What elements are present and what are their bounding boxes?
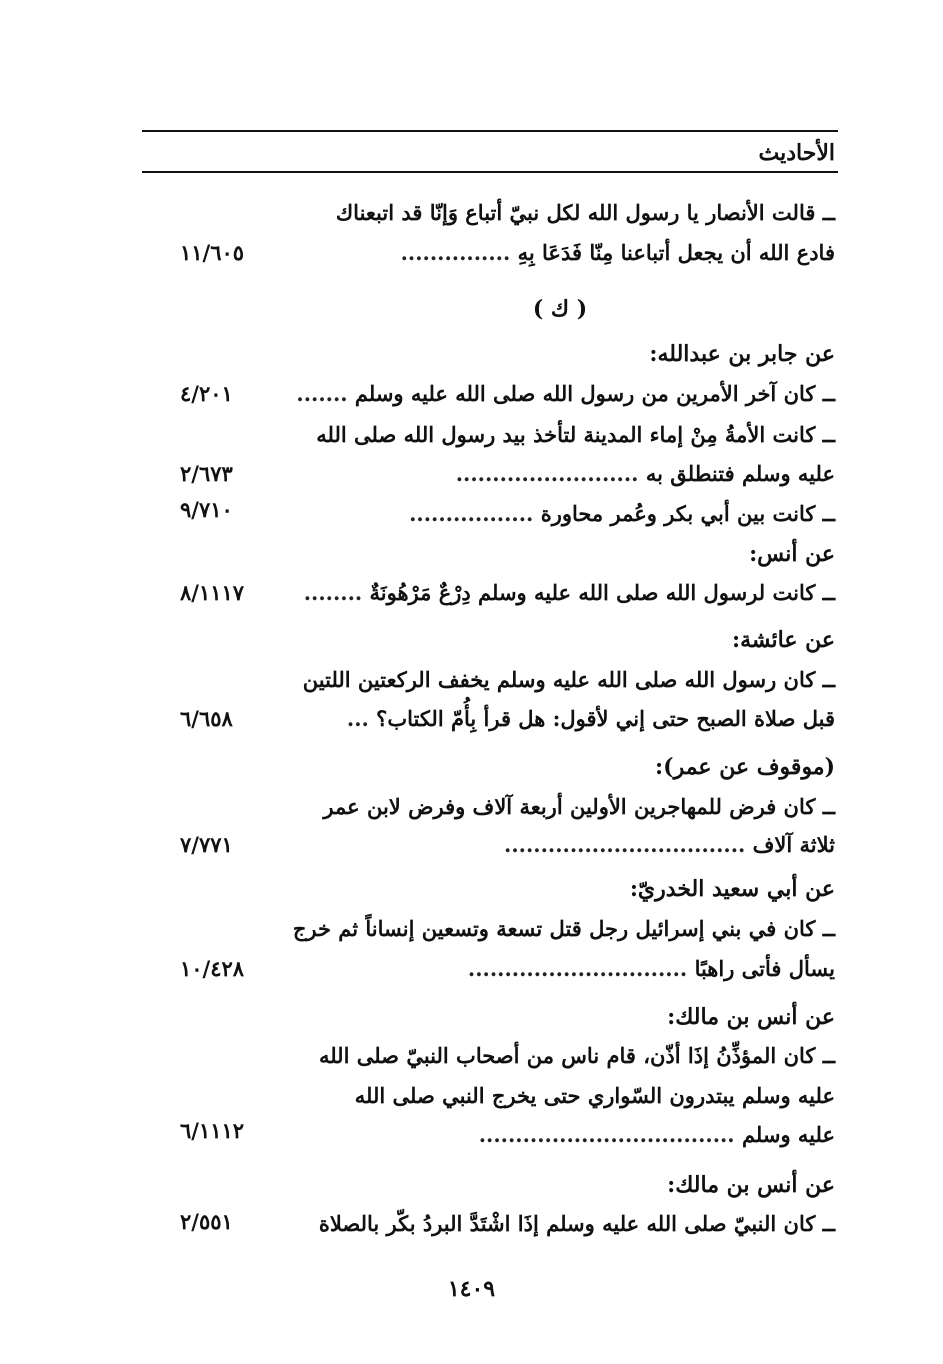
running-head: الأحاديث <box>758 140 835 166</box>
hadith-line <box>350 461 835 486</box>
hadith-line: ــ كان فرض للمهاجرين الأولين أربعة آلاف وفرض لابن عمر <box>323 794 835 819</box>
hadith-reference: ٤/٢٠١ <box>180 381 233 406</box>
hadith-line <box>350 1122 835 1147</box>
leader-dots: .............................. <box>467 956 688 981</box>
narrator-heading: عن أنس: <box>749 541 835 567</box>
hadith-reference: ٢/٥٥١ <box>180 1209 233 1234</box>
narrator-heading: عن جابر بن عبدالله: <box>649 341 835 367</box>
narrator-heading: عن أبي سعيد الخدريّ: <box>629 876 835 902</box>
hadith-line: ــ قالت الأنصار يا رسول الله لكل نبيّ أتباع وَإنّا قد اتبعناك <box>335 200 835 225</box>
hadith-reference: ١٠/٤٢٨ <box>180 956 245 981</box>
section-letter: ( ك ) <box>532 296 588 322</box>
narrator-heading: عن أنس بن مالك: <box>667 1004 835 1030</box>
narrator-heading: عن أنس بن مالك: <box>667 1172 835 1198</box>
hadith-line <box>350 956 835 981</box>
header-rule-bottom <box>142 171 838 173</box>
leader-dots: ................................... <box>478 1122 735 1147</box>
hadith-line <box>303 580 835 605</box>
hadith-text: ــ كانت بين أبي بكر وعُمر محاورة <box>540 501 835 526</box>
hadith-line: ــ كان في بني إسرائيل رجل قتل تسعة وتسعين إنساناً ثم خرج <box>292 916 835 941</box>
hadith-text: فادع الله أن يجعل أتباعنا مِنّا فَدَعَا بِهِ <box>517 240 835 265</box>
hadith-line <box>350 832 835 857</box>
hadith-reference: ١١/٦٠٥ <box>180 240 245 265</box>
hadith-reference: ٩/٧١٠ <box>180 497 233 522</box>
header-rule-top <box>142 130 838 132</box>
hadith-text: عليه وسلم فتنطلق به <box>645 461 835 486</box>
leader-dots: ............... <box>400 240 511 265</box>
hadith-text: يسأل فأتى راهبًا <box>694 956 835 981</box>
hadith-line <box>350 501 835 526</box>
hadith-line: ــ كانت الأمةُ مِنْ إماء المدينة لتأخذ بيد رسول الله صلى الله <box>316 422 835 447</box>
hadith-text: ثلاثة آلاف <box>752 832 835 857</box>
hadith-reference: ٢/٦٧٣ <box>180 461 233 486</box>
hadith-line <box>350 240 835 265</box>
hadith-reference: ٦/١١١٢ <box>180 1118 245 1143</box>
leader-dots: ... <box>346 706 369 731</box>
hadith-reference: ٧/٧٧١ <box>180 832 233 857</box>
hadith-line: عليه وسلم يبتدرون السّواري حتى يخرج النبي صلى الله <box>354 1083 835 1108</box>
hadith-line <box>346 706 835 731</box>
hadith-line: ــ كان النبيّ صلى الله عليه وسلم إذَا اشْتَدَّ البردُ بكّر بالصلاة <box>318 1211 835 1236</box>
hadith-line <box>296 381 835 406</box>
leader-dots: ........ <box>303 580 363 605</box>
narrator-heading: (موقوف عن عمر): <box>655 754 835 780</box>
hadith-reference: ٨/١١١٧ <box>180 580 245 605</box>
leader-dots: ......................... <box>455 461 639 486</box>
hadith-reference: ٦/٦٥٨ <box>180 706 233 731</box>
leader-dots: ....... <box>296 381 348 406</box>
hadith-text: عليه وسلم <box>741 1122 835 1147</box>
hadith-line: ــ كان رسول الله صلى الله عليه وسلم يخفف الركعتين اللتين <box>302 667 835 692</box>
hadith-text: قبل صلاة الصبح حتى إني لأقول: هل قرأ بِأُمّ الكتاب؟ <box>376 706 835 731</box>
leader-dots: ................. <box>409 501 534 526</box>
narrator-heading: عن عائشة: <box>731 627 835 653</box>
hadith-text: ــ كان آخر الأمرين من رسول الله صلى الله عليه وسلم <box>354 381 835 406</box>
page-number: ١٤٠٩ <box>447 1276 496 1302</box>
hadith-line: ــ كان المؤذِّنُ إذَا أذّن، قام ناس من أصحاب النبيّ صلى الله <box>318 1043 835 1068</box>
leader-dots: ................................. <box>504 832 746 857</box>
hadith-text: ــ كانت لرسول الله صلى الله عليه وسلم دِرْعٌ مَرْهُونَةٌ <box>369 580 835 605</box>
